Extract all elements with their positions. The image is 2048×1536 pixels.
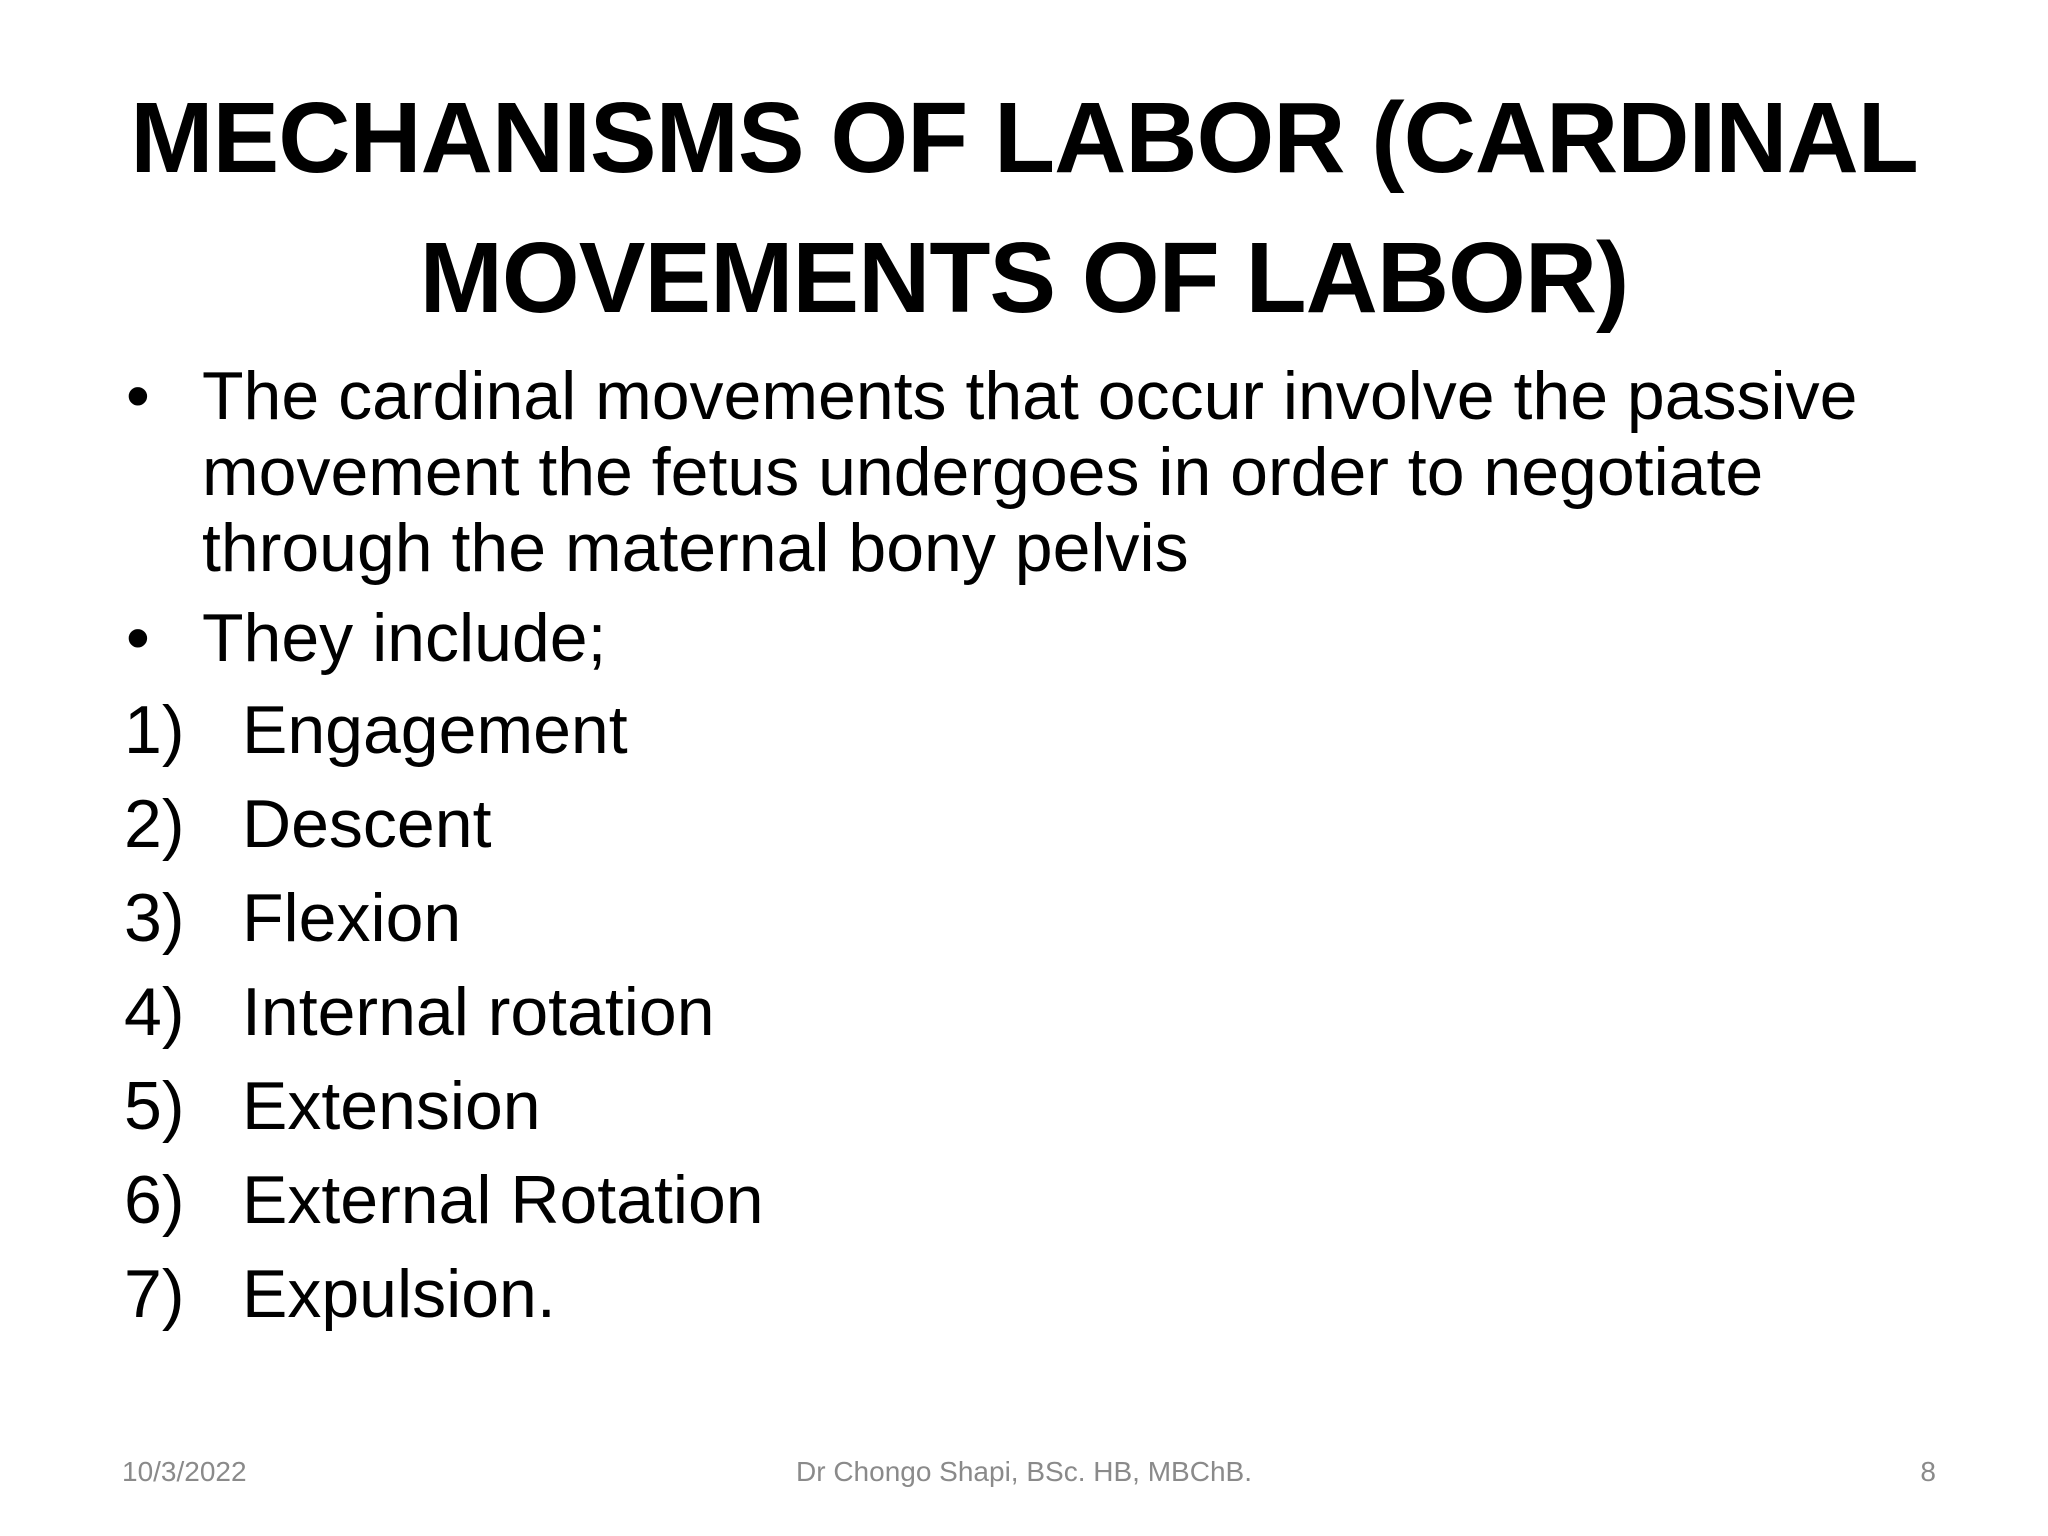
slide-content [120,358,1980,1334]
bullet-text: The cardinal movements that occur involve the passive movement the fetus undergoes in order to negotiate through the maternal bony pelvis [202,358,1858,586]
bullet-text: They include; [202,600,607,676]
item-text: Internal rotation [242,974,715,1050]
numbered-item [120,974,1980,1052]
item-number: 7) [124,1256,185,1332]
numbered-item [120,1162,1980,1240]
item-number: 3) [124,880,185,956]
numbered-item [120,692,1980,770]
footer-page-number: 8 [1920,1456,1936,1487]
slide-title: MECHANISMS OF LABOR (CARDINAL MOVEMENTS OF LABOR) [130,82,1918,334]
item-text: External Rotation [242,1162,764,1238]
item-text: Engagement [242,692,628,768]
bullet-item [120,600,1980,676]
footer-author: Dr Chongo Shapi, BSc. HB, MBChB. [796,1456,1252,1487]
bullet-dot: • [126,600,150,676]
item-number: 4) [124,974,185,1050]
numbered-item [120,880,1980,958]
item-number: 2) [124,786,185,862]
item-text: Extension [242,1068,541,1144]
item-text: Flexion [242,880,462,956]
item-number: 6) [124,1162,185,1238]
numbered-item [120,1068,1980,1146]
item-text: Descent [242,786,492,862]
footer-date: 10/3/2022 [122,1456,247,1487]
item-text: Expulsion. [242,1256,556,1332]
item-number: 5) [124,1068,185,1144]
numbered-item [120,1256,1980,1334]
bullet-dot: • [126,358,150,434]
numbered-item [120,786,1980,864]
item-number: 1) [124,692,185,768]
bullet-item [120,358,1980,586]
